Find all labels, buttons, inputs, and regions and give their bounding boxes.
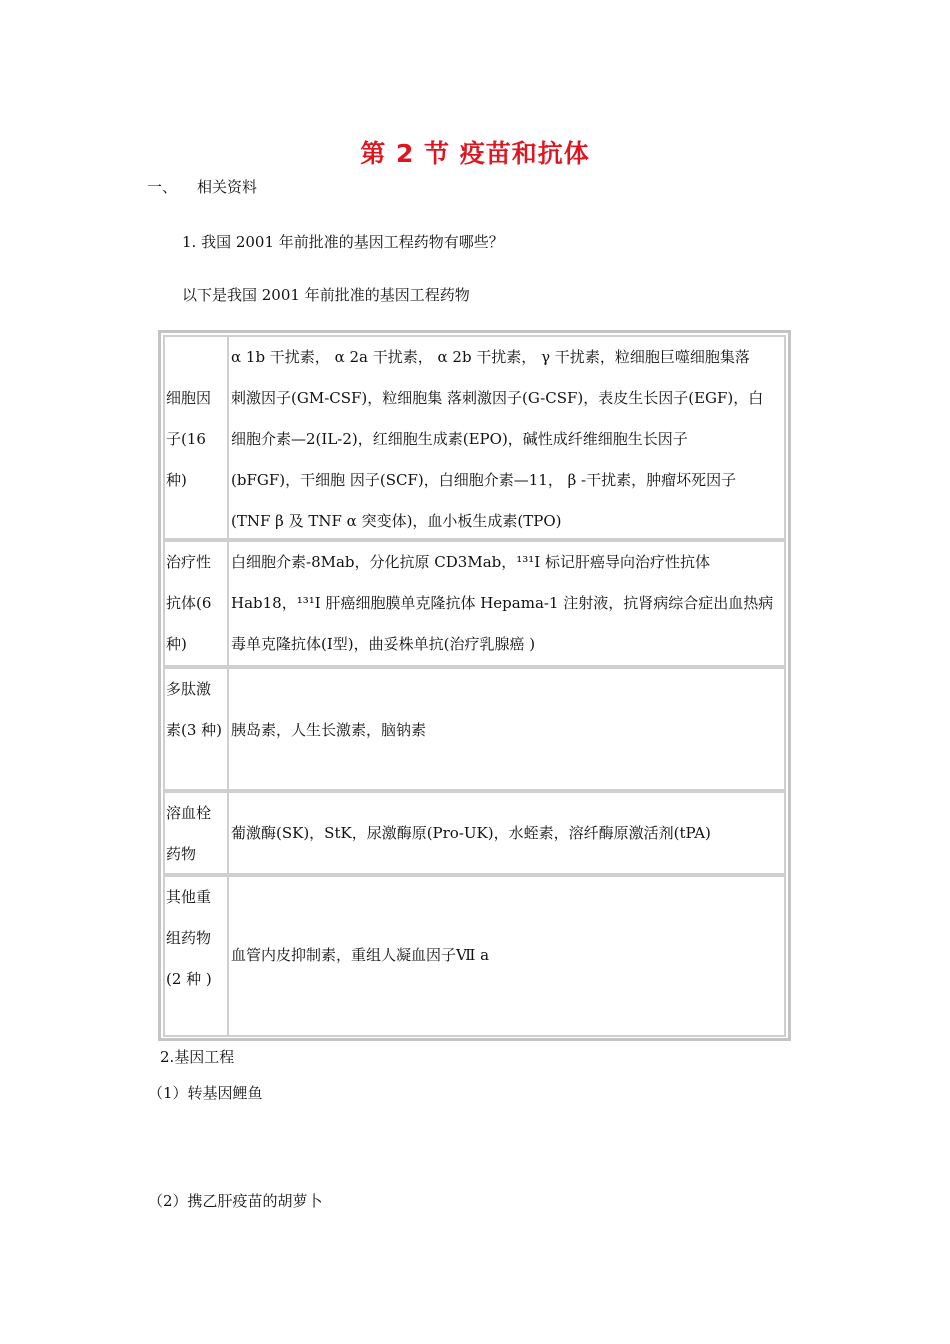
category-line: 子(16: [166, 430, 206, 448]
content-line: 葡激酶(SK)，StK，尿激酶原(Pro-UK)，水蛭素，溶纤酶原激活剂(tPA): [231, 824, 711, 842]
content-line: 毒单克隆抗体(Ⅰ型)，曲妥株单抗(治疗乳腺癌 ): [231, 635, 536, 653]
content-line: 胰岛素，人生长激素，脑钠素: [231, 721, 427, 739]
content-line: 白细胞介素-8Mab，分化抗原 CD3Mab，¹³¹I 标记肝癌导向治疗性抗体: [231, 553, 710, 571]
list-item: （2）携乙肝疫苗的胡萝卜: [148, 1192, 323, 1210]
category-line: 多肽激: [166, 680, 212, 698]
category-line: 细胞因: [166, 389, 212, 407]
table-row: [163, 335, 786, 540]
content-cell: [229, 542, 784, 665]
intro-text: 以下是我国 2001 年前批准的基因工程药物: [182, 286, 470, 304]
page-title: 第 2 节 疫苗和抗体: [360, 139, 590, 168]
section-number: 一、: [147, 178, 178, 196]
list-item: （1）转基因鲤鱼: [148, 1084, 263, 1102]
content-line: 血管内皮抑制素，重组人凝血因子Ⅶ a: [231, 946, 490, 964]
category-cell: [165, 542, 229, 665]
table-row: [163, 540, 786, 667]
content-cell: [229, 793, 784, 873]
category-line: 治疗性: [166, 553, 212, 571]
section-title: 2.基因工程: [160, 1048, 235, 1066]
content-cell: [229, 337, 784, 538]
category-cell: [165, 669, 229, 789]
content-line: [231, 669, 784, 710]
table-row: [163, 791, 786, 875]
category-line: 种): [166, 471, 187, 489]
category-line: 种): [166, 635, 187, 653]
question-text: 1. 我国 2001 年前批准的基因工程药物有哪些？: [182, 233, 504, 251]
content-line: 细胞介素—2(IL-2)，红细胞生成素(EPO)，碱性成纤维细胞生长因子: [231, 430, 688, 448]
category-line: 组药物: [166, 929, 212, 947]
category-cell: [165, 337, 229, 538]
table-row: [163, 875, 786, 1037]
content-line: α 1b 干扰素， α 2a 干扰素， α 2b 干扰素， γ 干扰素，粒细胞巨噬细胞集落: [231, 348, 750, 366]
category-cell: [165, 793, 229, 873]
category-cell: [165, 877, 229, 1035]
category-line: 溶血栓: [166, 804, 212, 822]
drug-table: [158, 330, 791, 1041]
category-line: 抗体(6: [166, 594, 212, 612]
category-line: (2 种 ): [166, 970, 212, 988]
content-cell: [229, 669, 784, 789]
content-cell: [229, 877, 784, 1035]
section-title: 相关资料: [197, 178, 258, 196]
table-row: [163, 667, 786, 791]
content-line: (bFGF)，干细胞 因子(SCF)，白细胞介素—11， β -干扰素，肿瘤坏死因子: [231, 471, 737, 489]
content-line: 刺激因子(GM-CSF)，粒细胞集 落刺激因子(G-CSF)，表皮生长因子(EGF)，白: [231, 389, 764, 407]
content-line: Hab18，¹³¹I 肝癌细胞膜单克隆抗体 Hepama-1 注射液，抗肾病综合症出血热病: [231, 594, 774, 612]
category-line: 其他重: [166, 888, 212, 906]
category-line: 素(3 种): [166, 721, 223, 739]
category-line: 药物: [166, 845, 197, 863]
content-line: (TNF β 及 TNF α 突变体)，血小板生成素(TPO): [231, 512, 562, 530]
